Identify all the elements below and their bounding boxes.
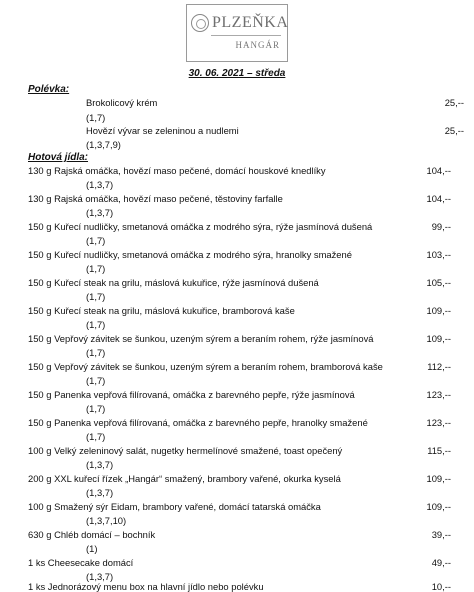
dish-allergens: (1) xyxy=(86,543,98,554)
dish-price: 39,-- xyxy=(431,529,451,540)
dish-price: 49,-- xyxy=(431,557,451,568)
dish-allergens: (1,7) xyxy=(86,403,106,414)
dish-name: 100 g Smažený sýr Eidam, brambory vařené, domácí tatarská omáčka xyxy=(28,501,321,512)
dish-allergens: (1,3,7) xyxy=(86,571,114,582)
dish-price: 103,-- xyxy=(426,249,451,260)
dish-name: 150 g Panenka vepřová filírovaná, omáčka z barevného pepře, hranolky smažené xyxy=(28,417,368,428)
dish-allergens: (1,3,7) xyxy=(86,487,114,498)
soup-allergens: (1,3,7,9) xyxy=(86,139,121,150)
dish-price: 123,-- xyxy=(426,389,451,400)
dish-name: 130 g Rajská omáčka, hovězí maso pečené, těstoviny farfalle xyxy=(28,193,283,204)
menu-date: 30. 06. 2021 – středa xyxy=(188,68,286,79)
dish-price: 10,-- xyxy=(431,581,451,592)
dish-price: 104,-- xyxy=(426,193,451,204)
dish-name: 150 g Kuřecí nudličky, smetanová omáčka z modrého sýra, hranolky smažené xyxy=(28,249,352,260)
dish-price: 109,-- xyxy=(426,333,451,344)
dish-allergens: (1,3,7) xyxy=(86,179,114,190)
dish-allergens: (1,7) xyxy=(86,235,106,246)
dish-name: 150 g Kuřecí nudličky, smetanová omáčka z modrého sýra, rýže jasmínová dušená xyxy=(28,221,373,232)
dish-allergens: (1,3,7) xyxy=(86,207,114,218)
dish-allergens: (1,7) xyxy=(86,375,106,386)
dish-price: 105,-- xyxy=(426,277,451,288)
dish-name: 100 g Velký zeleninový salát, nugetky hermelínové smažené, toast opečený xyxy=(28,445,343,456)
dish-name: 150 g Kuřecí steak na grilu, máslová kukuřice, rýže jasmínová dušená xyxy=(28,277,319,288)
logo-seal-icon xyxy=(191,14,209,32)
dish-name: 630 g Chléb domácí – bochník xyxy=(28,529,156,540)
dish-name: 1 ks Jednorázový menu box na hlavní jídlo nebo polévku xyxy=(28,581,264,592)
soup-name: Hovězí vývar se zeleninou a nudlemi xyxy=(86,125,239,136)
dish-price: 99,-- xyxy=(431,221,451,232)
dish-name: 130 g Rajská omáčka, hovězí maso pečené, domácí houskové knedlíky xyxy=(28,165,326,176)
dish-allergens: (1,7) xyxy=(86,291,106,302)
logo-divider xyxy=(211,35,281,36)
dish-price: 123,-- xyxy=(426,417,451,428)
dish-allergens: (1,7) xyxy=(86,347,106,358)
dish-price: 112,-- xyxy=(427,361,451,372)
dish-allergens: (1,7) xyxy=(86,263,106,274)
dish-price: 115,-- xyxy=(427,445,451,456)
soup-name: Brokolicový krém xyxy=(86,97,158,108)
mains-heading: Hotová jídla: xyxy=(28,152,89,163)
dish-price: 104,-- xyxy=(426,165,451,176)
dish-name: 1 ks Cheesecake domácí xyxy=(28,557,134,568)
soup-allergens: (1,7) xyxy=(86,112,106,123)
dish-price: 109,-- xyxy=(426,501,451,512)
dish-name: 150 g Vepřový závitek se šunkou, uzeným sýrem a beraním rohem, rýže jasmínová xyxy=(28,333,374,344)
dish-allergens: (1,7) xyxy=(86,431,106,442)
dish-allergens: (1,3,7,10) xyxy=(86,515,127,526)
dish-price: 109,-- xyxy=(426,473,451,484)
restaurant-logo xyxy=(186,4,288,62)
dish-name: 150 g Vepřový závitek se šunkou, uzeným sýrem a beraním rohem, bramborová kaše xyxy=(28,361,383,372)
soup-price: 25,-- xyxy=(444,97,464,108)
dish-price: 109,-- xyxy=(426,305,451,316)
logo-brand-name: PLZEŇKA xyxy=(212,14,289,31)
dish-allergens: (1,7) xyxy=(86,319,106,330)
soup-price: 25,-- xyxy=(444,125,464,136)
dish-name: 200 g XXL kuřecí řízek „Hangár“ smažený, brambory vařené, okurka kyselá xyxy=(28,473,341,484)
logo-subtitle: HANGÁR xyxy=(235,40,280,50)
soup-heading: Polévka: xyxy=(28,84,70,95)
dish-name: 150 g Panenka vepřová filírovaná, omáčka z barevného pepře, rýže jasmínová xyxy=(28,389,355,400)
dish-name: 150 g Kuřecí steak na grilu, máslová kukuřice, bramborová kaše xyxy=(28,305,295,316)
dish-allergens: (1,3,7) xyxy=(86,459,114,470)
